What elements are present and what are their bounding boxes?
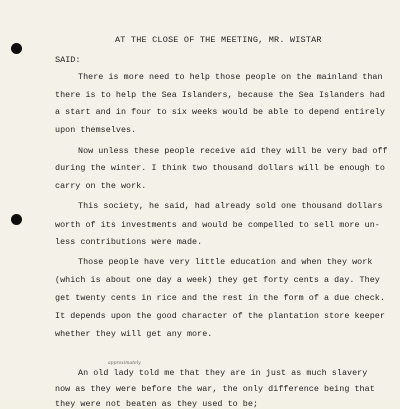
text-line: a start and in four to six weeks would be able to depend entirely — [55, 107, 385, 117]
text-line: get twenty cents in rice and the rest in the form of a due check. — [55, 293, 385, 303]
text-line: (which is about one day a week) they get forty cents a day. They — [55, 275, 380, 285]
text-line: carry on the work. — [55, 181, 147, 191]
text-line: they were not beaten as they used to be; — [55, 399, 259, 409]
text-line: There is more need to help those people on the mainland than — [78, 72, 383, 82]
text-line: It depends upon the good character of the plantation store keeper — [55, 311, 385, 321]
punch-hole-top — [11, 43, 22, 54]
said-label: SAID: — [55, 55, 81, 65]
handwritten-annotation: approximately — [108, 361, 141, 366]
text-line: This society, he said, had already sold one thousand dollars — [78, 201, 383, 211]
punch-hole-bottom — [11, 214, 22, 225]
text-line: less contributions were made. — [55, 237, 203, 247]
text-line: Now unless these people receive aid they will be very bad off — [78, 146, 388, 156]
text-line: An old lady told me that they are in just as much slavery — [78, 368, 368, 378]
document-heading: AT THE CLOSE OF THE MEETING, MR. WISTAR — [115, 35, 322, 45]
text-line: there is to help the Sea Islanders, because the Sea Islanders had — [55, 90, 385, 100]
text-line: Those people have very little education and when they work — [78, 257, 373, 267]
text-line: during the winter. I think two thousand dollars will be enough to — [55, 163, 385, 173]
text-line: upon themselves. — [55, 125, 137, 135]
text-line: worth of its investments and would be compelled to sell more un- — [55, 220, 380, 230]
text-line: whether they will get any more. — [55, 329, 213, 339]
text-line: now as they were before the war, the only difference being that — [55, 384, 375, 394]
